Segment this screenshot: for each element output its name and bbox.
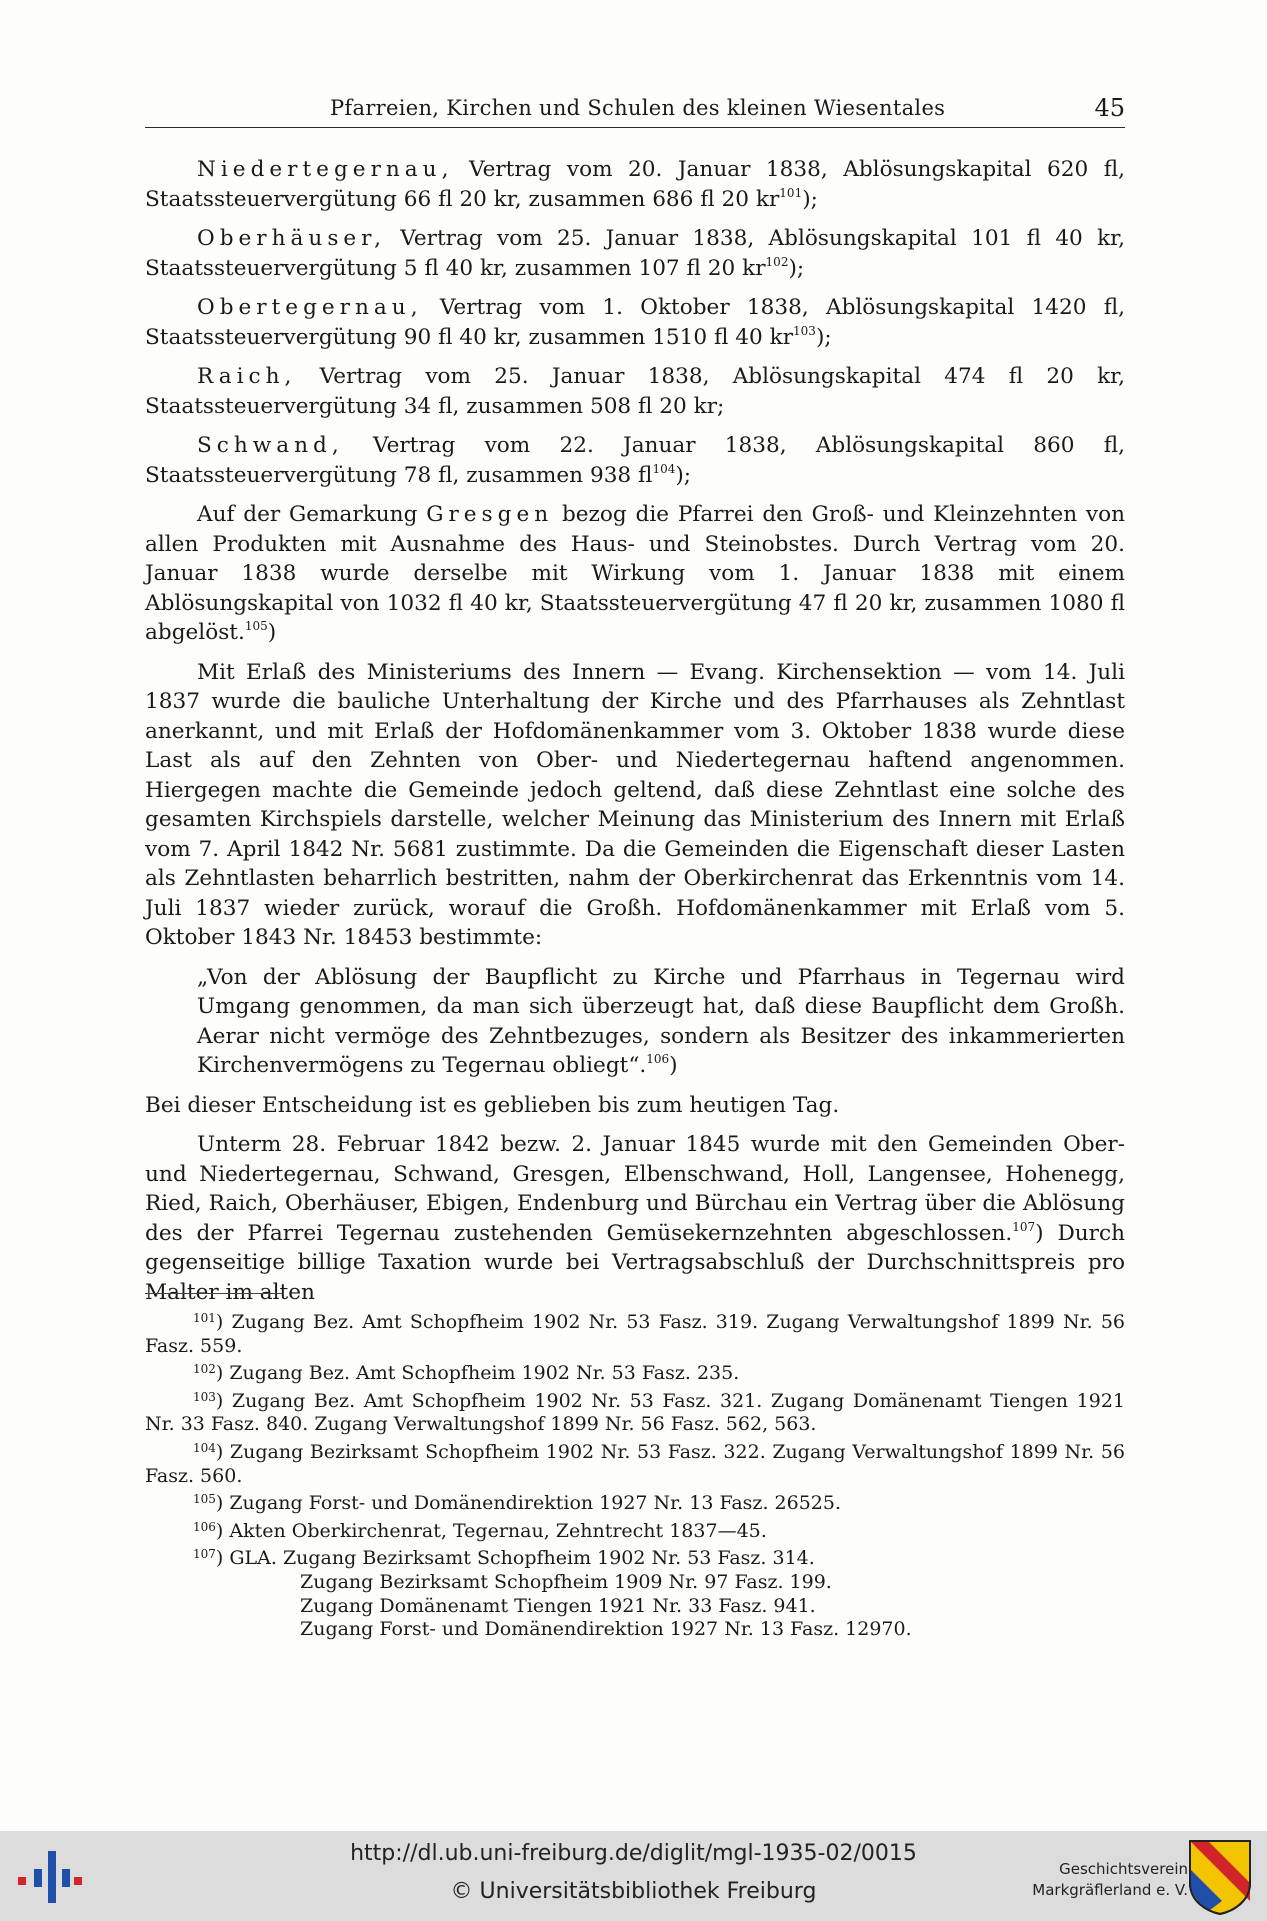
- place-name: Schwand,: [197, 433, 344, 458]
- footnote-ref: 102: [765, 254, 789, 269]
- footnote-ref: 107: [1012, 1219, 1036, 1234]
- place-name: Obertegernau,: [197, 295, 423, 320]
- running-head: [145, 96, 1125, 128]
- footnote-101: $^{101}$) Zugang Bez. Amt Schopfheim 1902 Nr. 53 Fasz. 319. Zugang Verwaltungshof 1899 Nr. 56 Fasz. 559.: [145, 1311, 1125, 1357]
- page-number: 45: [1094, 94, 1125, 122]
- footnotes: [145, 1307, 1125, 1642]
- copyright-notice: © Universitätsbibliothek Freiburg: [450, 1879, 817, 1904]
- footnote-107-line: Zugang Bezirksamt Schopfheim 1909 Nr. 97 Fasz. 199.: [300, 1570, 832, 1593]
- place-name: Raich,: [197, 364, 297, 389]
- footnote-104: $^{104}$) Zugang Bezirksamt Schopfheim 1902 Nr. 53 Fasz. 322. Zugang Verwaltungshof 1899 Nr. 56 Fasz. 560.: [145, 1440, 1125, 1487]
- paragraph-erlass: Mit Erlaß des Ministeriums des Innern — Evang. Kirchensektion — vom 14. Juli 1837 wurde die bauliche Unterhaltung der Kirche und des Pfarrhauses als Zehntlast anerkannt, und mit Erlaß der Hofdomänenkammer vom 3. Oktober 1838 wurde diese Last als auf den Zehnten von Ober- und Niedertegernau haftend angenommen. Hiergegen machte die Gemeinde jedoch geltend, daß diese Zehntlast eine solche des gesamten Kirchspiels darstelle, welcher Meinung das Ministerium des Innern mit Erlaß vom 7. April 1842 Nr. 5681 zustimmte. Da die Gemeinden die Eigenschaft dieser Lasten als Zehntlasten beharrlich bestritten, nahm der Oberkirchenrat das Erkenntnis vom 14. Juli 1837 wieder zurück, worauf die Großh. Hofdomänenkammer mit Erlaß vom 5. Oktober 1843 Nr. 18453 bestimmte:: [145, 659, 1125, 950]
- viewer-footer: [0, 1831, 1267, 1921]
- paragraph-unterm: Unterm 28. Februar 1842 bezw. 2. Januar 1845 wurde mit den Gemeinden Ober- und Niedertegernau, Schwand, Gresgen, Elbenschwand, Holl, Langensee, Hohenegg, Ried, Raich, Oberhäuser, Ebigen, Endenburg und Bürchau ein Vertrag über die Ablösung des der Pfarrei Tegernau zustehenden Gemüsekernzehnten abgeschlossen.$^{107}$) Durch gegenseitige billige Taxation wurde bei Vertragsabschluß der Durchschnittspreis pro Malter im alten: [145, 1132, 1126, 1305]
- paragraph-raich: Raich, Vertrag vom 25. Januar 1838, Ablösungskapital 474 fl 20 kr, Staatssteuervergütung 34 fl, zusammen 508 fl 20 kr;: [145, 364, 1125, 419]
- footnote-103: $^{103}$) Zugang Bez. Amt Schopfheim 1902 Nr. 53 Fasz. 321. Zugang Domänenamt Tiengen 1921 Nr. 33 Fasz. 840. Zugang Verwaltungshof 1899 Nr. 56 Fasz. 562, 563.: [145, 1389, 1125, 1436]
- footnote-107-line: Zugang Domänenamt Tiengen 1921 Nr. 33 Fasz. 941.: [300, 1594, 816, 1617]
- running-title: Pfarreien, Kirchen und Schulen des kleinen Wiesentales: [330, 96, 946, 120]
- footnote-ref: 105: [244, 619, 268, 633]
- footnote-107-line: Zugang Forst- und Domänendirektion 1927 Nr. 13 Fasz. 12970.: [300, 1618, 912, 1641]
- footnote-ref: 104: [652, 461, 676, 476]
- society-name[interactable]: Geschichtsverein Markgräflerland e. V.: [1032, 1860, 1188, 1899]
- footnote-105: $^{105}$) Zugang Forst- und Domänendirektion 1927 Nr. 13 Fasz. 26525.: [193, 1492, 842, 1515]
- block-quote: „Von der Ablösung der Baupflicht zu Kirche und Pfarrhaus in Tegernau wird Umgang genommen, da man sich überzeugt hat, daß diese Baupflicht dem Großh. Aerar nicht vermöge des Zehntbezuges, sondern als Besitzer des inkammerierten Kirchenvermögens zu Tegernau obliegt“.$^{106}$): [197, 964, 1125, 1078]
- paragraph-schwand: Schwand, Vertrag vom 22. Januar 1838, Ablösungskapital 860 fl, Staatssteuervergütung 78 fl, zusammen 938 $fl^{104}$);: [145, 433, 1125, 488]
- paragraph-obertegernau: Obertegernau, Vertrag vom 1. Oktober 1838, Ablösungskapital 1420 fl, Staatssteuervergütung 90 fl 40 kr, zusammen 1510 fl 40 $kr^{103}$);: [145, 295, 1125, 350]
- footnote-ref: 103: [793, 323, 816, 338]
- footnote-106: $^{106}$) Akten Oberkirchenrat, Tegernau, Zehntrecht 1837—45.: [193, 1519, 767, 1542]
- paragraph-gresgen: Auf der Gemarkung Gresgen bezog die Pfarrei den Groß- und Kleinzehnten von allen Produkten mit Ausnahme des Haus- und Steinobstes. Durch Vertrag vom 20. Januar 1838 wurde derselbe mit Wirkung vom 1. Januar 1838 mit einem Ablösungskapital von 1032 fl 40 kr, Staatssteuervergütung 47 fl 20 kr, zusammen 1080 fl abgelöst.$^{105}$): [145, 502, 1125, 645]
- coat-of-arms-icon[interactable]: [1188, 1839, 1252, 1915]
- place-name: Niedertegernau,: [197, 157, 454, 182]
- place-name: Gresgen: [426, 502, 554, 527]
- paragraph-verdict: Bei dieser Entscheidung ist es geblieben bis zum heutigen Tag.: [145, 1092, 840, 1118]
- paragraph-niedertegernau: Niedertegernau, Vertrag vom 20. Januar 1838, Ablösungskapital 620 fl, Staatssteuervergütung 66 fl 20 kr, zusammen 686 fl 20 $kr^{101}$);: [145, 157, 1125, 212]
- footnote-divider: [145, 1293, 283, 1294]
- footnote-102: $^{102}$) Zugang Bez. Amt Schopfheim 1902 Nr. 53 Fasz. 235.: [193, 1362, 740, 1385]
- body-text: [145, 155, 1125, 1317]
- footnote-ref: 106: [646, 1052, 670, 1066]
- place-name: Oberhäuser,: [197, 226, 386, 251]
- footnote-107: $^{107}$) GLA. Zugang Bezirksamt Schopfheim 1902 Nr. 53 Fasz. 314.: [193, 1547, 815, 1570]
- paragraph-oberhaeuser: Oberhäuser, Vertrag vom 25. Januar 1838, Ablösungskapital 101 fl 40 kr, Staatssteuervergütung 5 fl 40 kr, zusammen 107 fl 20 $kr^{102}$);: [145, 226, 1125, 281]
- footnote-ref: 101: [779, 185, 803, 200]
- document-url-link[interactable]: http://dl.ub.uni-freiburg.de/diglit/mgl-1935-02/0015: [350, 1841, 917, 1866]
